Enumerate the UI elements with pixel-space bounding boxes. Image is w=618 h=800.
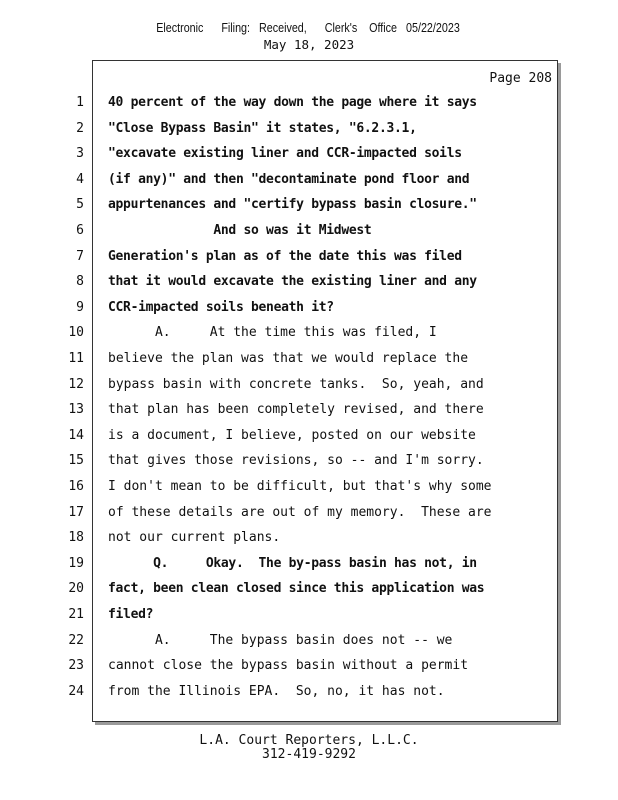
line-number: 4: [76, 172, 84, 187]
line-number: 10: [68, 325, 84, 340]
line-text: bypass basin with concrete tanks. So, yeah, and: [108, 377, 484, 392]
line-number: 20: [68, 581, 84, 596]
line-number: 3: [76, 146, 84, 161]
line-text: that gives those revisions, so -- and I'm sorry.: [108, 453, 484, 468]
line-text: that plan has been completely revised, and there: [108, 402, 484, 417]
line-text: A. The bypass basin does not -- we: [108, 633, 453, 648]
page-number: Page 208: [489, 71, 552, 86]
line-text: cannot close the bypass basin without a permit: [108, 658, 469, 673]
line-number: 21: [68, 607, 84, 622]
line-number: 5: [76, 197, 84, 212]
line-text: A. At the time this was filed, I: [108, 325, 437, 340]
line-text: 40 percent of the way down the page where it says: [108, 95, 477, 110]
line-text: is a document, I believe, posted on our website: [108, 428, 476, 443]
line-text: appurtenances and "certify bypass basin closure.": [108, 197, 477, 212]
filing-stamp: Electronic Filing: Received, Clerk's Office 05/22/2023: [156, 21, 460, 35]
line-number: 22: [68, 633, 84, 648]
line-text: "Close Bypass Basin" it states, "6.2.3.1,: [108, 121, 417, 136]
line-number: 18: [68, 530, 84, 545]
line-text: (if any)" and then "decontaminate pond floor and: [108, 172, 470, 187]
line-number: 14: [68, 428, 84, 443]
line-number: 6: [76, 223, 84, 238]
line-number: 8: [76, 274, 84, 289]
line-number: 2: [76, 121, 84, 136]
line-text: that it would excavate the existing liner and any: [108, 274, 477, 289]
line-number: 9: [76, 300, 84, 315]
line-number: 16: [68, 479, 84, 494]
line-text: And so was it Midwest: [108, 223, 372, 238]
line-text: not our current plans.: [108, 530, 281, 545]
line-number: 13: [68, 402, 84, 417]
line-text: "excavate existing liner and CCR-impacted soils: [108, 146, 462, 161]
line-number: 24: [68, 684, 84, 699]
line-text: from the Illinois EPA. So, no, it has not.: [108, 684, 445, 699]
line-number: 19: [68, 556, 84, 571]
line-text: filed?: [108, 607, 154, 622]
line-text: Generation's plan as of the date this was filed: [108, 249, 462, 264]
line-text: I don't mean to be difficult, but that's why some: [108, 479, 492, 494]
line-text: of these details are out of my memory. These are: [108, 505, 492, 520]
court-reporter-phone: 312-419-9292: [262, 747, 356, 762]
line-text: believe the plan was that we would replace the: [108, 351, 469, 366]
line-text: CCR-impacted soils beneath it?: [108, 300, 334, 315]
line-number: 15: [68, 453, 84, 468]
transcript-date: May 18, 2023: [263, 37, 355, 52]
line-text: Q. Okay. The by-pass basin has not, in: [108, 556, 477, 571]
line-number: 23: [68, 658, 84, 673]
line-number: 7: [76, 249, 84, 264]
line-number: 17: [68, 505, 84, 520]
line-number: 11: [68, 351, 84, 366]
line-text: fact, been clean closed since this application was: [108, 581, 485, 596]
line-number: 12: [68, 377, 84, 392]
court-reporter-name: L.A. Court Reporters, L.L.C.: [199, 733, 419, 748]
line-number: 1: [76, 95, 84, 110]
